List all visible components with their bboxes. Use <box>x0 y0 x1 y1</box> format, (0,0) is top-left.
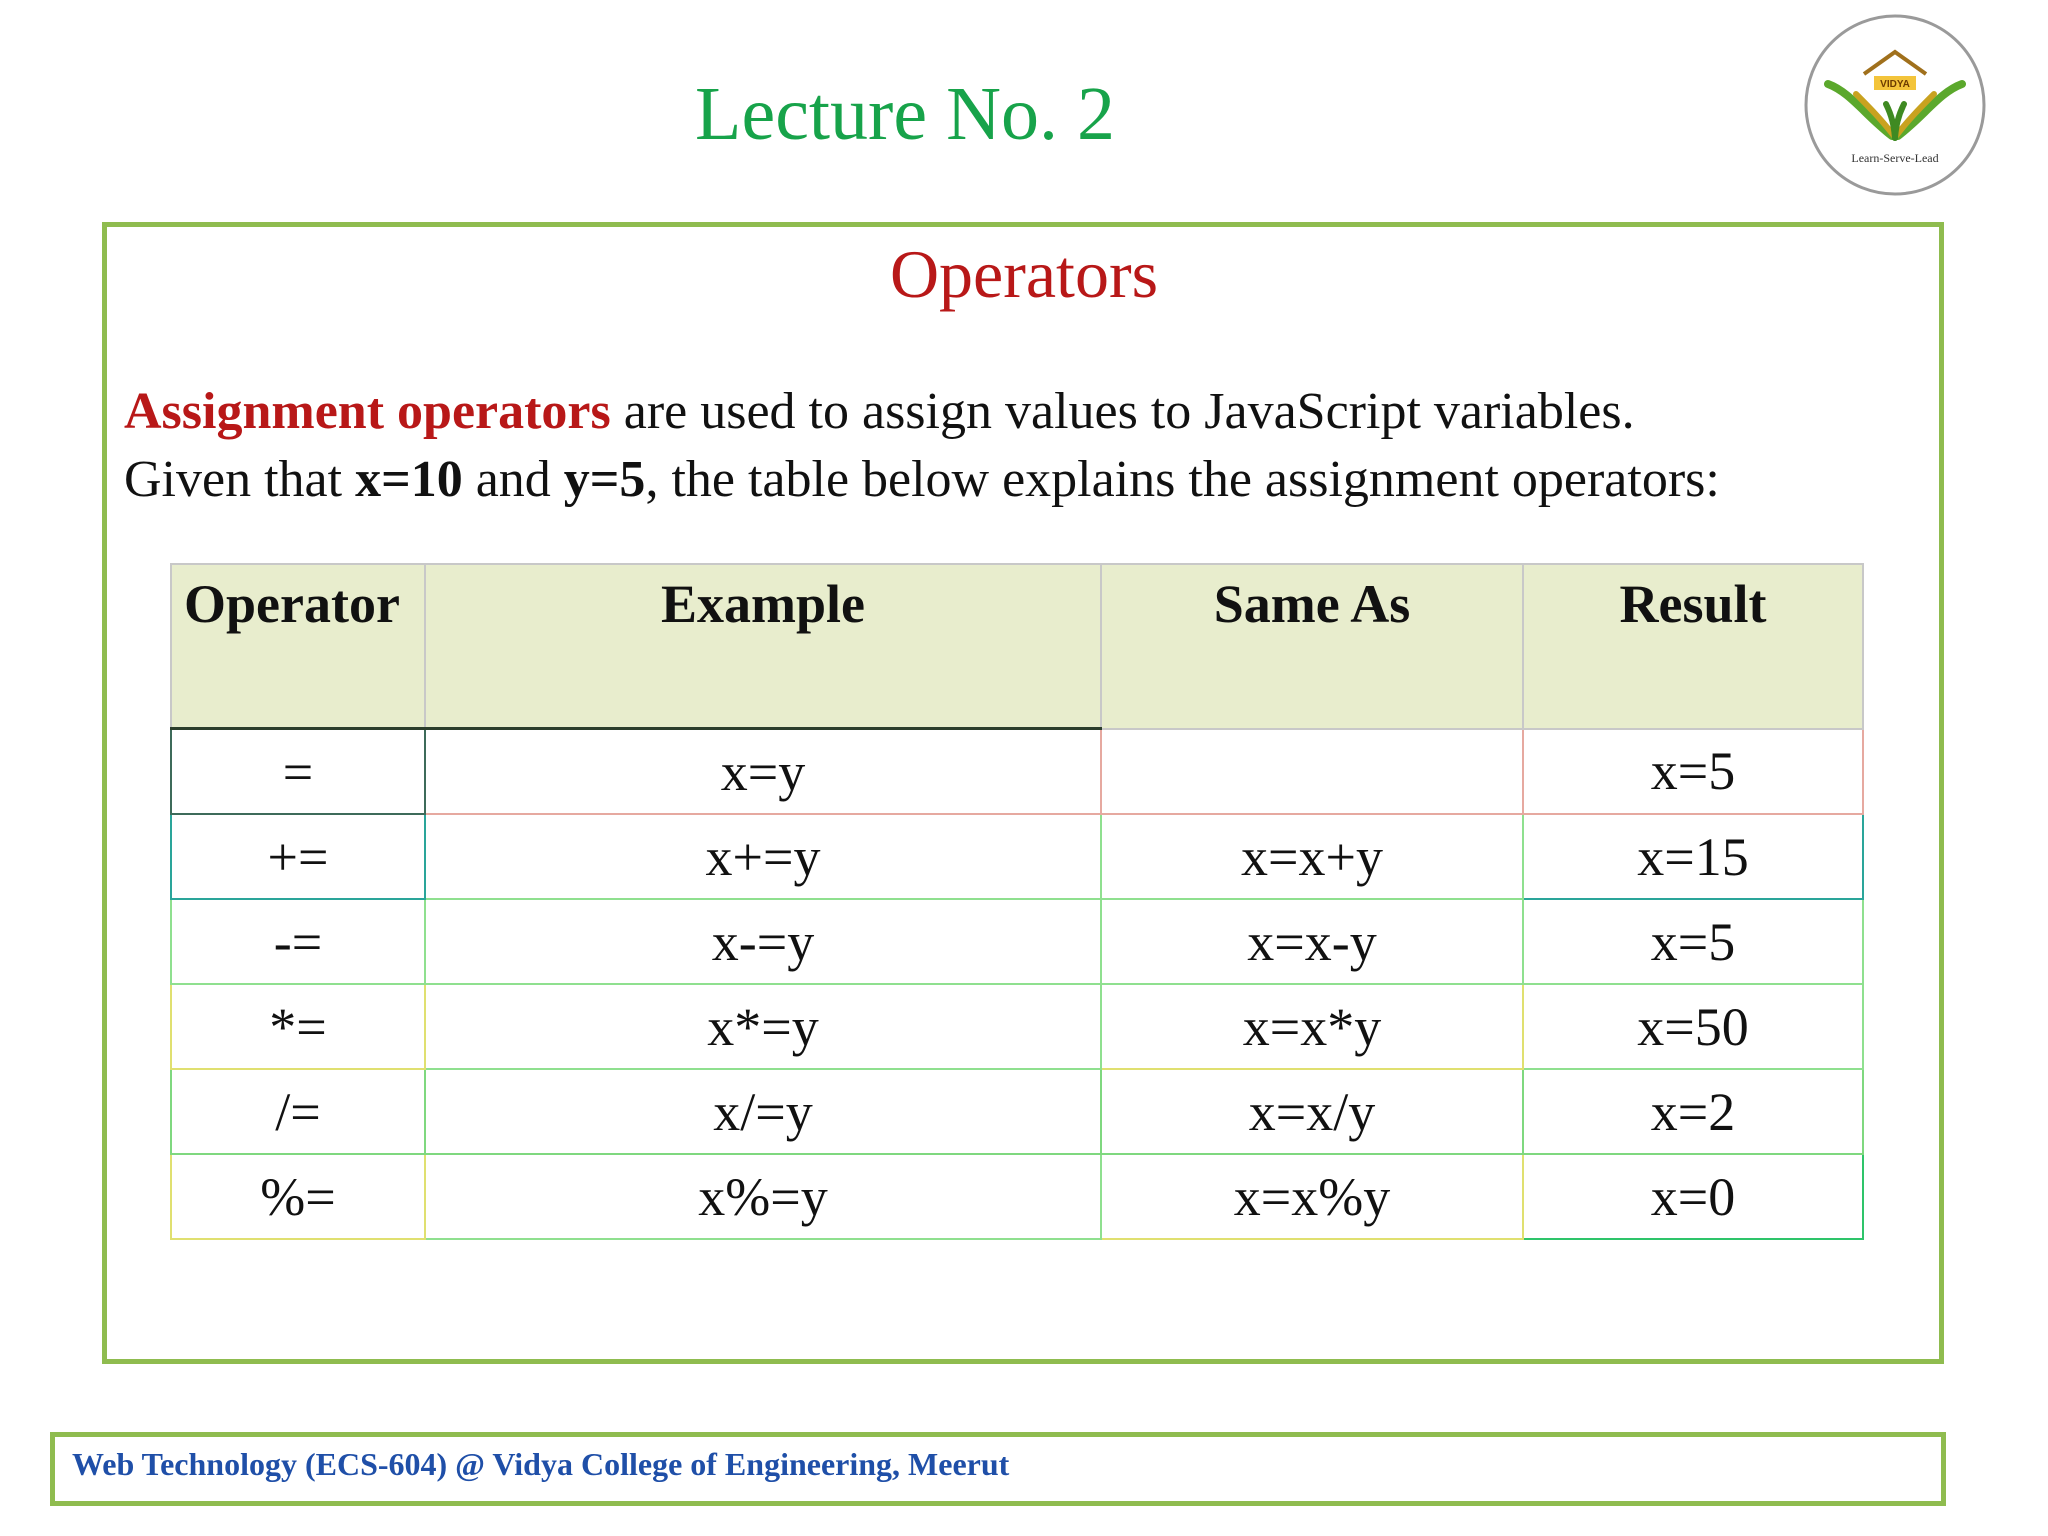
table-row <box>171 899 1863 984</box>
header-operator: Operator <box>171 564 425 729</box>
cell-result: x=50 <box>1523 984 1863 1069</box>
intro-line2-rest: , the table below explains the assignment operators: <box>645 451 1720 508</box>
cell-operator: %= <box>171 1154 425 1239</box>
vidya-logo <box>1802 12 1988 198</box>
cell-operator: /= <box>171 1069 425 1154</box>
cell-example: x+=y <box>425 814 1101 899</box>
table-row <box>171 1069 1863 1154</box>
footer-text: Web Technology (ECS-604) @ Vidya College of Engineering, Meerut <box>72 1446 1010 1482</box>
table-row <box>171 729 1863 815</box>
header-example: Example <box>425 564 1101 729</box>
cell-same-as: x=x*y <box>1101 984 1523 1069</box>
header-result: Result <box>1523 564 1863 729</box>
cell-operator: = <box>171 729 425 815</box>
cell-operator: += <box>171 814 425 899</box>
table-header-row <box>171 564 1863 729</box>
intro-line1-rest: are used to assign values to JavaScript variables. <box>610 383 1635 440</box>
table-row <box>171 1154 1863 1239</box>
cell-same-as <box>1101 729 1523 815</box>
cell-result: x=2 <box>1523 1069 1863 1154</box>
table-row <box>171 984 1863 1069</box>
cell-example: x-=y <box>425 899 1101 984</box>
cell-operator: *= <box>171 984 425 1069</box>
cell-same-as: x=x%y <box>1101 1154 1523 1239</box>
cell-operator: -= <box>171 899 425 984</box>
lecture-title: Lecture No. 2 <box>695 72 1115 156</box>
cell-result: x=5 <box>1523 729 1863 815</box>
cell-same-as: x=x+y <box>1101 814 1523 899</box>
cell-same-as: x=x/y <box>1101 1069 1523 1154</box>
header-same-as: Same As <box>1101 564 1523 729</box>
cell-example: x*=y <box>425 984 1101 1069</box>
cell-example: x=y <box>425 729 1101 815</box>
cell-result: x=15 <box>1523 814 1863 899</box>
logo-tagline: Learn-Serve-Lead <box>1851 151 1939 165</box>
intro-highlight: Assignment operators <box>124 383 611 440</box>
cell-example: x/=y <box>425 1069 1101 1154</box>
section-title: Operators <box>889 236 1159 312</box>
cell-result: x=0 <box>1523 1154 1863 1239</box>
intro-line2-prefix: Given that <box>124 451 356 508</box>
intro-x-value: x=10 <box>355 451 463 508</box>
cell-same-as: x=x-y <box>1101 899 1523 984</box>
intro-paragraph <box>124 378 1924 514</box>
cell-example: x%=y <box>425 1154 1101 1239</box>
table-row <box>171 814 1863 899</box>
intro-and: and <box>462 451 564 508</box>
assignment-operators-table <box>170 563 1864 1240</box>
cell-result: x=5 <box>1523 899 1863 984</box>
svg-text:VIDYA: VIDYA <box>1880 79 1910 90</box>
intro-y-value: y=5 <box>563 451 646 508</box>
